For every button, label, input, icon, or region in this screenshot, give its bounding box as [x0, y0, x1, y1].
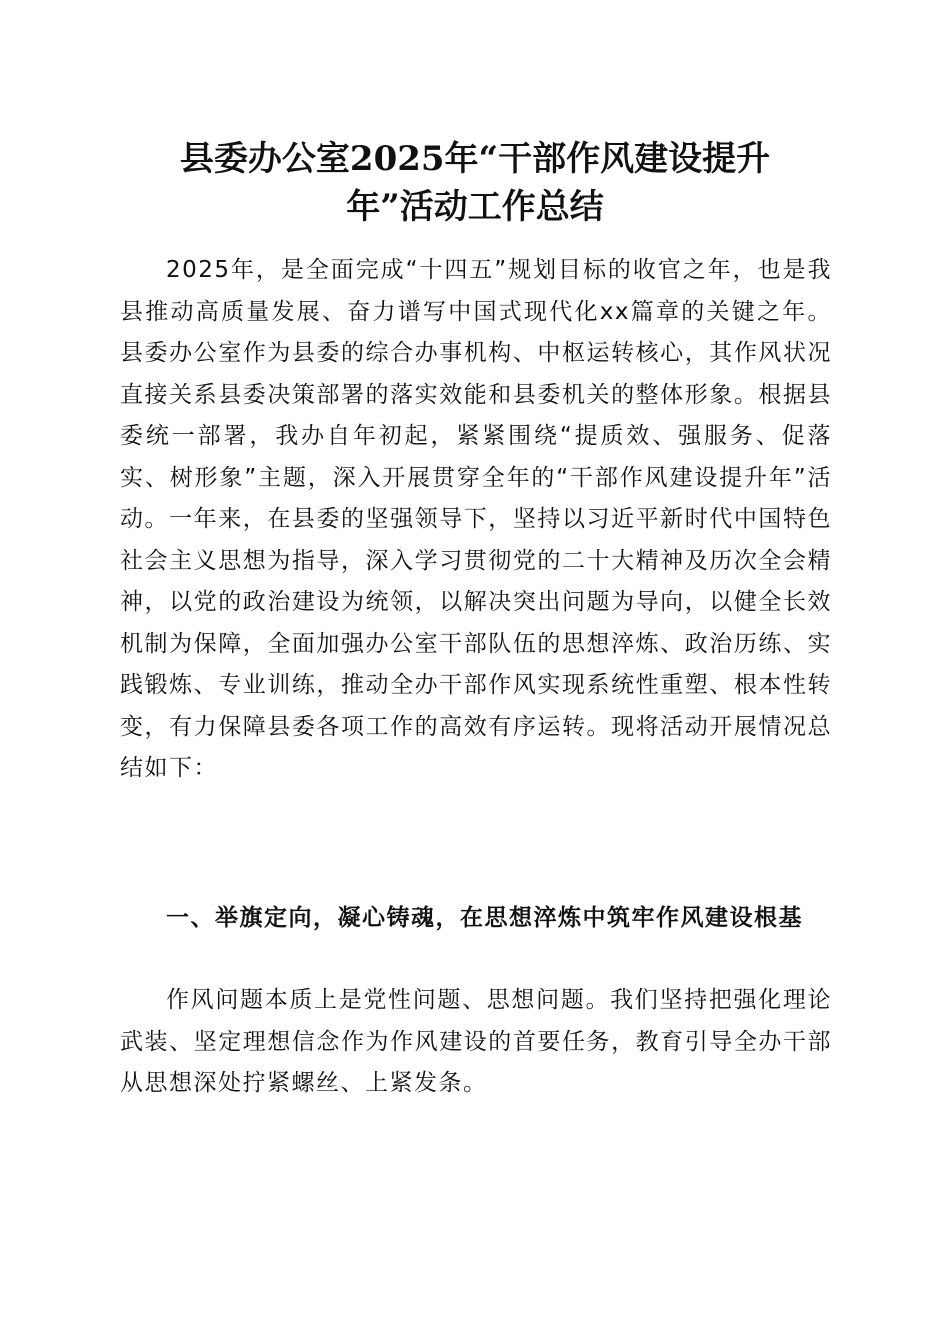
- title-line-2: 年”活动工作总结: [346, 187, 604, 227]
- intro-paragraph: 2025年，是全面完成“十四五”规划目标的收官之年，也是我县推动高质量发展、奋力谱写中国式现代化xx篇章的关键之年。县委办公室作为县委的综合办事机构、中枢运转核心，其作风状况直接关系县委决策部署的落实效能和县委机关的整体形象。根据县委统一部署，我办自年初起，紧紧围绕“提质效、强服务、促落实、树形象”主题，深入开展贯穿全年的“干部作风建设提升年”活动。一年来，在县委的坚强领导下，坚持以习近平新时代中国特色社会主义思想为指导，深入学习贯彻党的二十大精神及历次全会精神，以党的政治建设为统领，以解决突出问题为导向，以健全长效机制为保障，全面加强办公室干部队伍的思想淬炼、政治历练、实践锻炼、专业训练，推动全办干部作风实现系统性重塑、根本性转变，有力保障县委各项工作的高效有序运转。现将活动开展情况总结如下：: [120, 257, 832, 781]
- title-line-1: 县委办公室2025年“干部作风建设提升: [179, 139, 771, 179]
- document-title: [120, 135, 830, 231]
- section-1-paragraph: 作风问题本质上是党性问题、思想问题。我们坚持把强化理论武装、坚定理想信念作为作风建设的首要任务，教育引导全办干部从思想深处拧紧螺丝、上紧发条。: [120, 987, 832, 1096]
- section-heading-1: 一、举旗定向，凝心铸魂，在思想淬炼中筑牢作风建设根基: [166, 905, 803, 931]
